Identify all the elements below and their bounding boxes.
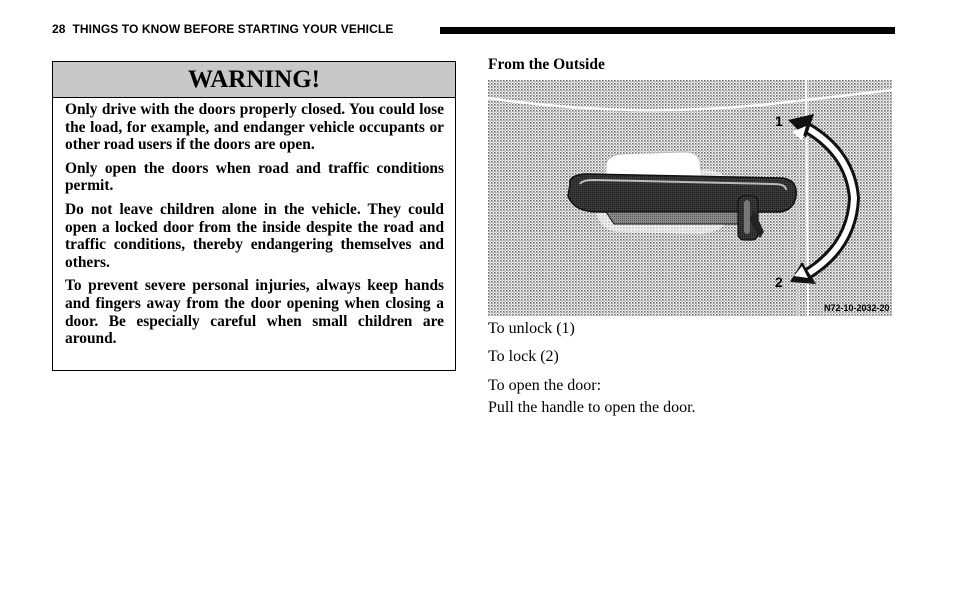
page-header [52, 21, 895, 39]
page-number: 28 [52, 22, 66, 36]
warning-paragraph: Only drive with the doors properly closed. You could lose the load, for example, and endanger vehicle occupants or other road users if the doors are open. [65, 101, 444, 154]
section-title: THINGS TO KNOW BEFORE STARTING YOUR VEHICLE [72, 22, 394, 36]
warning-paragraph: Do not leave children alone in the vehicle. They could open a locked door from the inside despite the road and traffic conditions, thereby endangering themselves and others. [65, 200, 444, 271]
unlock-caption: To unlock (1) [488, 320, 575, 337]
header-text [52, 22, 393, 36]
key-slot [744, 200, 750, 234]
header-rule [440, 27, 895, 34]
section-heading: From the Outside [488, 56, 605, 73]
warning-paragraph: To prevent severe personal injuries, always keep hands and fingers away from the door opening when closing a door. Be especially careful when small children are around. [65, 277, 444, 348]
warning-title: WARNING! [53, 62, 455, 98]
warning-box [52, 61, 456, 371]
handle-base [606, 212, 758, 224]
warning-paragraph: Only open the doors when road and traffic conditions permit. [65, 159, 444, 195]
figure-code: N72-10-2032-20 [824, 303, 890, 313]
door-handle-illustration [488, 80, 892, 316]
door-handle-figure [488, 80, 892, 316]
open-door-label: To open the door: [488, 377, 602, 394]
warning-body [53, 98, 455, 348]
label-unlock-number: 1 [775, 113, 783, 129]
lock-caption: To lock (2) [488, 348, 559, 365]
open-door-instruction: Pull the handle to open the door. [488, 399, 696, 416]
right-column [488, 55, 894, 418]
label-lock-number: 2 [775, 274, 783, 290]
